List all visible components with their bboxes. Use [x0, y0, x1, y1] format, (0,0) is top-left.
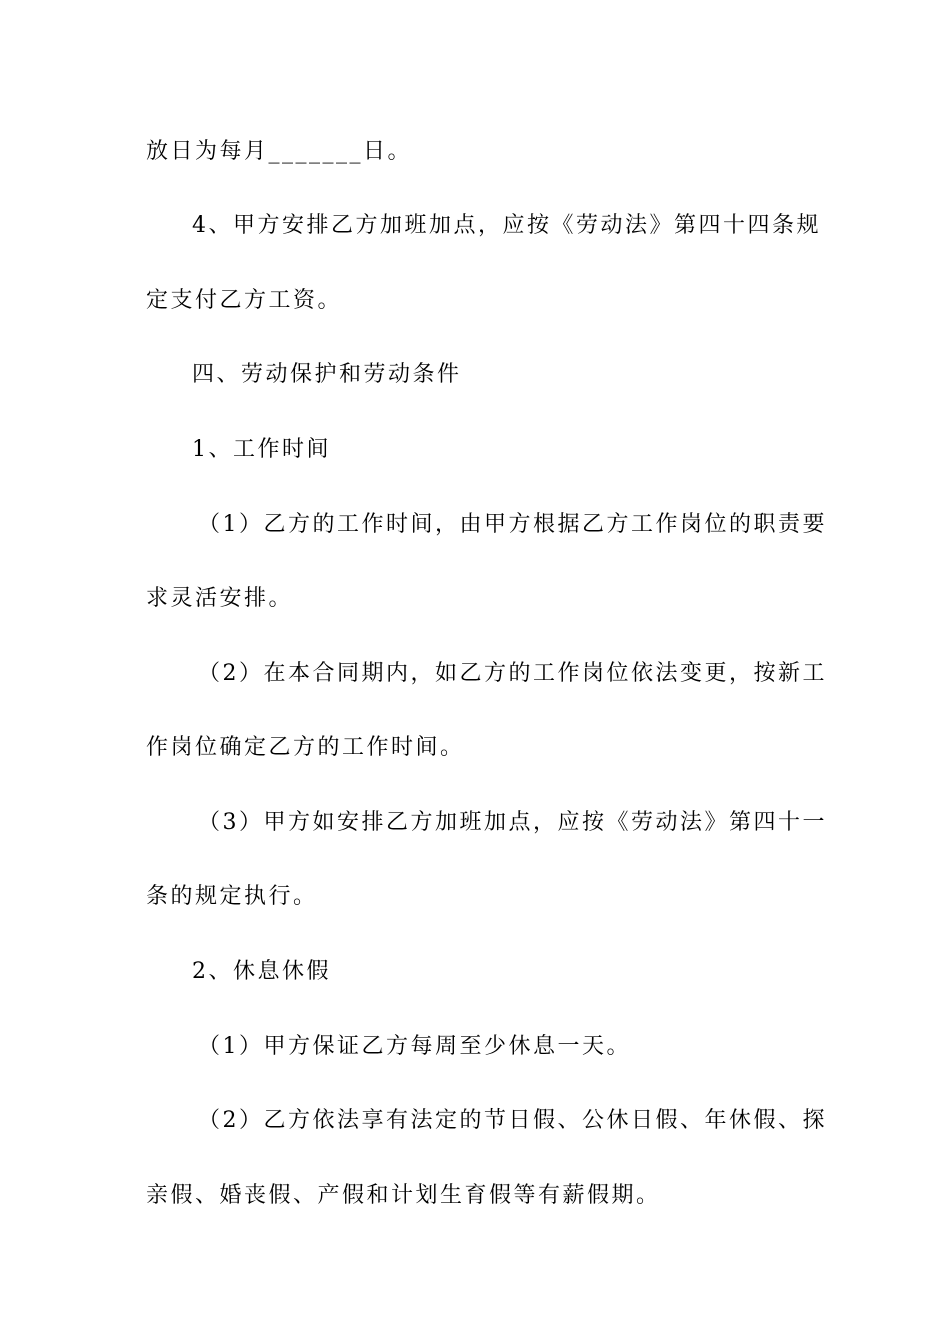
paragraph-line: 作岗位确定乙方的工作时间。	[146, 735, 465, 760]
paragraph-line: 亲假、婚丧假、产假和计划生育假等有薪假期。	[146, 1183, 661, 1208]
paragraph-line: 条的规定执行。	[146, 884, 318, 909]
paragraph-line: 4、甲方安排乙方加班加点，应按《劳动法》第四十四条规	[192, 213, 821, 238]
paragraph-line: 定支付乙方工资。	[146, 288, 343, 313]
paragraph-line: （2）在本合同期内，如乙方的工作岗位依法变更，按新工	[198, 661, 827, 686]
paragraph-line: （1）乙方的工作时间，由甲方根据乙方工作岗位的职责要	[198, 512, 827, 537]
paragraph-line: 求灵活安排。	[146, 586, 294, 611]
subsection-heading: 1、工作时间	[192, 437, 331, 462]
paragraph-line: （1）甲方保证乙方每周至少休息一天。	[198, 1034, 631, 1059]
section-heading: 四、劳动保护和劳动条件	[192, 362, 462, 387]
paragraph-line: （2）乙方依法享有法定的节日假、公休日假、年休假、探	[198, 1108, 827, 1133]
paragraph-line: （3）甲方如安排乙方加班加点，应按《劳动法》第四十一	[198, 810, 827, 835]
paragraph-line: 放日为每月_______日。	[146, 139, 413, 164]
subsection-heading: 2、休息休假	[192, 959, 331, 984]
